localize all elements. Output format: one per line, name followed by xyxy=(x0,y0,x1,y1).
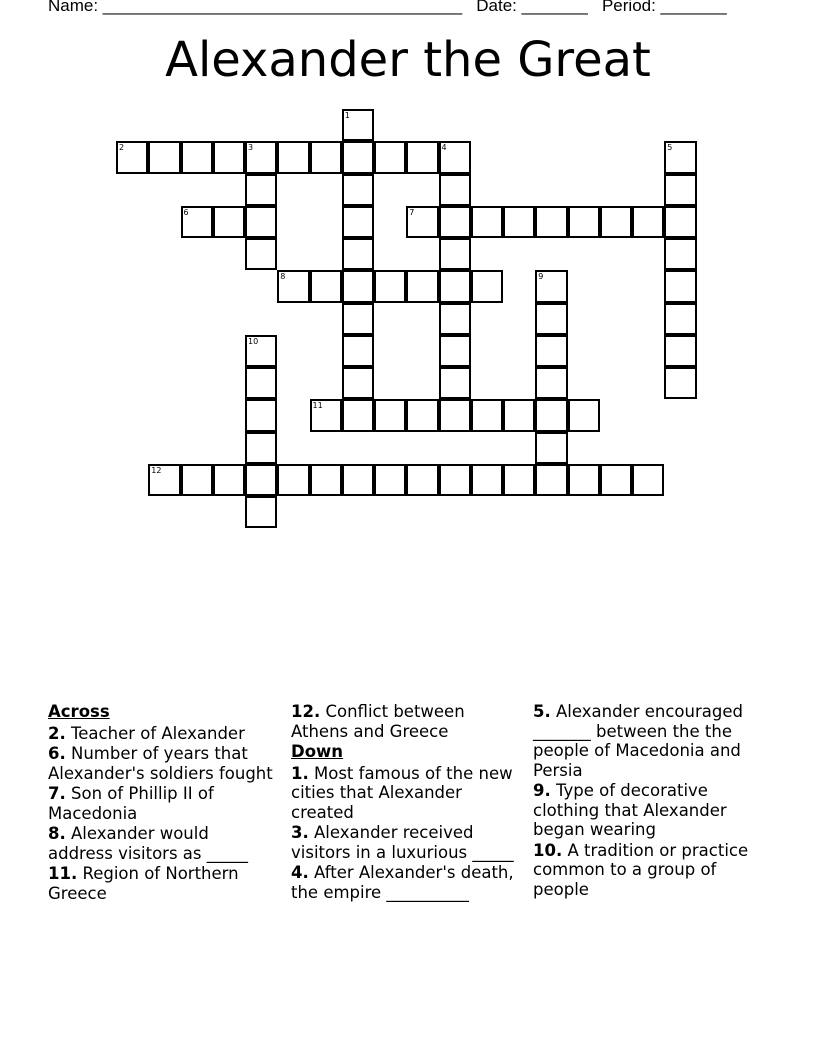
crossword-cell[interactable] xyxy=(245,399,277,431)
crossword-cell[interactable] xyxy=(439,141,471,173)
crossword-cell[interactable] xyxy=(342,464,374,496)
crossword-cell[interactable] xyxy=(439,174,471,206)
crossword-cell[interactable] xyxy=(342,174,374,206)
date-field[interactable]: Date: _______ xyxy=(476,0,588,15)
crossword-cell[interactable] xyxy=(568,399,600,431)
clue-across-6: 6. Number of years that Alexander's soldiers fought xyxy=(48,744,273,783)
clues-column-1 xyxy=(48,702,278,904)
clue-down-5: 5. Alexander encouraged _______ between the the people of Macedonia and Persia xyxy=(533,702,743,780)
crossword-cell[interactable] xyxy=(535,399,567,431)
crossword-cell[interactable] xyxy=(213,206,245,238)
crossword-cell[interactable] xyxy=(245,335,277,367)
crossword-cell[interactable] xyxy=(439,399,471,431)
crossword-cell[interactable] xyxy=(116,141,148,173)
crossword-cell[interactable] xyxy=(664,206,696,238)
crossword-cell[interactable] xyxy=(535,335,567,367)
crossword-cell[interactable] xyxy=(439,335,471,367)
crossword-cell[interactable] xyxy=(503,206,535,238)
crossword-cell[interactable] xyxy=(310,270,342,302)
crossword-cell[interactable] xyxy=(535,270,567,302)
crossword-cell[interactable] xyxy=(439,238,471,270)
clue-across-11: 11. Region of Northern Greece xyxy=(48,864,239,903)
crossword-cell[interactable] xyxy=(471,399,503,431)
crossword-cell[interactable] xyxy=(664,238,696,270)
clue-number: 8 xyxy=(280,272,286,282)
clue-number: 6 xyxy=(183,207,189,217)
across-heading: Across xyxy=(48,702,110,721)
crossword-cell[interactable] xyxy=(664,335,696,367)
crossword-cell[interactable] xyxy=(245,174,277,206)
crossword-cell[interactable] xyxy=(342,303,374,335)
crossword-cell[interactable] xyxy=(664,141,696,173)
clue-number: 1 xyxy=(344,111,350,120)
crossword-cell[interactable] xyxy=(245,141,277,173)
crossword-cell[interactable] xyxy=(439,367,471,399)
clue-down-1: 1. Most famous of the new cities that Alexander created xyxy=(291,763,513,822)
crossword-cell[interactable] xyxy=(148,464,180,496)
clue-across-8: 8. Alexander would address visitors as _____ xyxy=(48,824,248,863)
name-field[interactable]: Name: ______________________________________ xyxy=(48,0,463,15)
crossword-cell[interactable] xyxy=(406,270,438,302)
crossword-cell[interactable] xyxy=(245,206,277,238)
crossword-cell[interactable] xyxy=(535,464,567,496)
crossword-cell[interactable] xyxy=(600,464,632,496)
clue-number: 9 xyxy=(538,272,544,282)
crossword-cell[interactable] xyxy=(664,367,696,399)
clue-number: 12 xyxy=(151,465,162,475)
clue-number: 11 xyxy=(312,401,323,411)
crossword-cell[interactable] xyxy=(503,399,535,431)
crossword-cell[interactable] xyxy=(471,270,503,302)
crossword-cell[interactable] xyxy=(342,367,374,399)
crossword-cell[interactable] xyxy=(406,464,438,496)
crossword-cell[interactable] xyxy=(406,206,438,238)
crossword-cell[interactable] xyxy=(342,206,374,238)
crossword-cell[interactable] xyxy=(406,141,438,173)
clue-across-7: 7. Son of Phillip II of Macedonia xyxy=(48,784,214,823)
period-field[interactable]: Period: _______ xyxy=(601,0,727,15)
crossword-cell[interactable] xyxy=(245,496,277,528)
crossword-cell[interactable] xyxy=(181,206,213,238)
crossword-cell[interactable] xyxy=(213,141,245,173)
clue-number: 2 xyxy=(119,143,125,153)
crossword-cell[interactable] xyxy=(406,399,438,431)
crossword-cell[interactable] xyxy=(181,141,213,173)
crossword-cell[interactable] xyxy=(535,367,567,399)
crossword-cell[interactable] xyxy=(535,206,567,238)
crossword-cell[interactable] xyxy=(664,270,696,302)
crossword-cell[interactable] xyxy=(439,303,471,335)
crossword-cell[interactable] xyxy=(568,206,600,238)
crossword-cell[interactable] xyxy=(181,464,213,496)
crossword-cell[interactable] xyxy=(310,141,342,173)
crossword-cell[interactable] xyxy=(632,206,664,238)
clue-down-9: 9. Type of decorative clothing that Alexander began wearing xyxy=(533,781,727,839)
page-title: Alexander the Great xyxy=(165,32,651,88)
crossword-cell[interactable] xyxy=(277,464,309,496)
clues-column-3 xyxy=(533,702,763,900)
crossword-cell[interactable] xyxy=(374,141,406,173)
crossword-cell[interactable] xyxy=(471,206,503,238)
crossword-cell[interactable] xyxy=(310,464,342,496)
clue-number: 5 xyxy=(667,143,673,153)
crossword-cell[interactable] xyxy=(600,206,632,238)
crossword-cell[interactable] xyxy=(277,270,309,302)
crossword-cell[interactable] xyxy=(310,399,342,431)
clue-number: 3 xyxy=(248,143,254,153)
crossword-cell[interactable] xyxy=(342,270,374,302)
crossword-cell[interactable] xyxy=(374,399,406,431)
crossword-cell[interactable] xyxy=(342,335,374,367)
clue-down-4: 4. After Alexander's death, the empire __________ xyxy=(291,863,514,902)
clue-down-10: 10. A tradition or practice common to a group of people xyxy=(533,840,749,899)
crossword-cell[interactable] xyxy=(245,432,277,464)
crossword-cell[interactable] xyxy=(439,206,471,238)
crossword-cell[interactable] xyxy=(471,464,503,496)
crossword-cell[interactable] xyxy=(439,270,471,302)
crossword-cell[interactable] xyxy=(342,141,374,173)
crossword-cell[interactable] xyxy=(535,432,567,464)
crossword-cell[interactable] xyxy=(245,238,277,270)
crossword-cell[interactable] xyxy=(503,464,535,496)
crossword-cell[interactable] xyxy=(213,464,245,496)
crossword-cell[interactable] xyxy=(148,141,180,173)
crossword-cell[interactable] xyxy=(664,303,696,335)
down-heading: Down xyxy=(291,742,344,761)
clue-number: 7 xyxy=(409,207,415,217)
crossword-cell[interactable] xyxy=(535,303,567,335)
crossword-cell[interactable] xyxy=(245,464,277,496)
clue-across-12: 12. Conflict between Athens and Greece xyxy=(291,702,465,741)
clues-column-2 xyxy=(291,702,523,903)
clue-down-3: 3. Alexander received visitors in a luxurious _____ xyxy=(291,823,514,862)
crossword-cell[interactable] xyxy=(245,367,277,399)
crossword-cell[interactable] xyxy=(439,464,471,496)
crossword-cell[interactable] xyxy=(374,464,406,496)
crossword-cell[interactable] xyxy=(374,270,406,302)
clue-across-2: 2. Teacher of Alexander xyxy=(48,723,245,743)
clue-number: 4 xyxy=(441,143,447,153)
crossword-cell[interactable] xyxy=(664,174,696,206)
crossword-cell[interactable] xyxy=(342,399,374,431)
crossword-cell[interactable] xyxy=(568,464,600,496)
crossword-cell[interactable] xyxy=(277,141,309,173)
clue-number: 10 xyxy=(248,336,259,346)
crossword-cell[interactable] xyxy=(632,464,664,496)
crossword-cell[interactable] xyxy=(342,109,374,141)
crossword-cell[interactable] xyxy=(342,238,374,270)
